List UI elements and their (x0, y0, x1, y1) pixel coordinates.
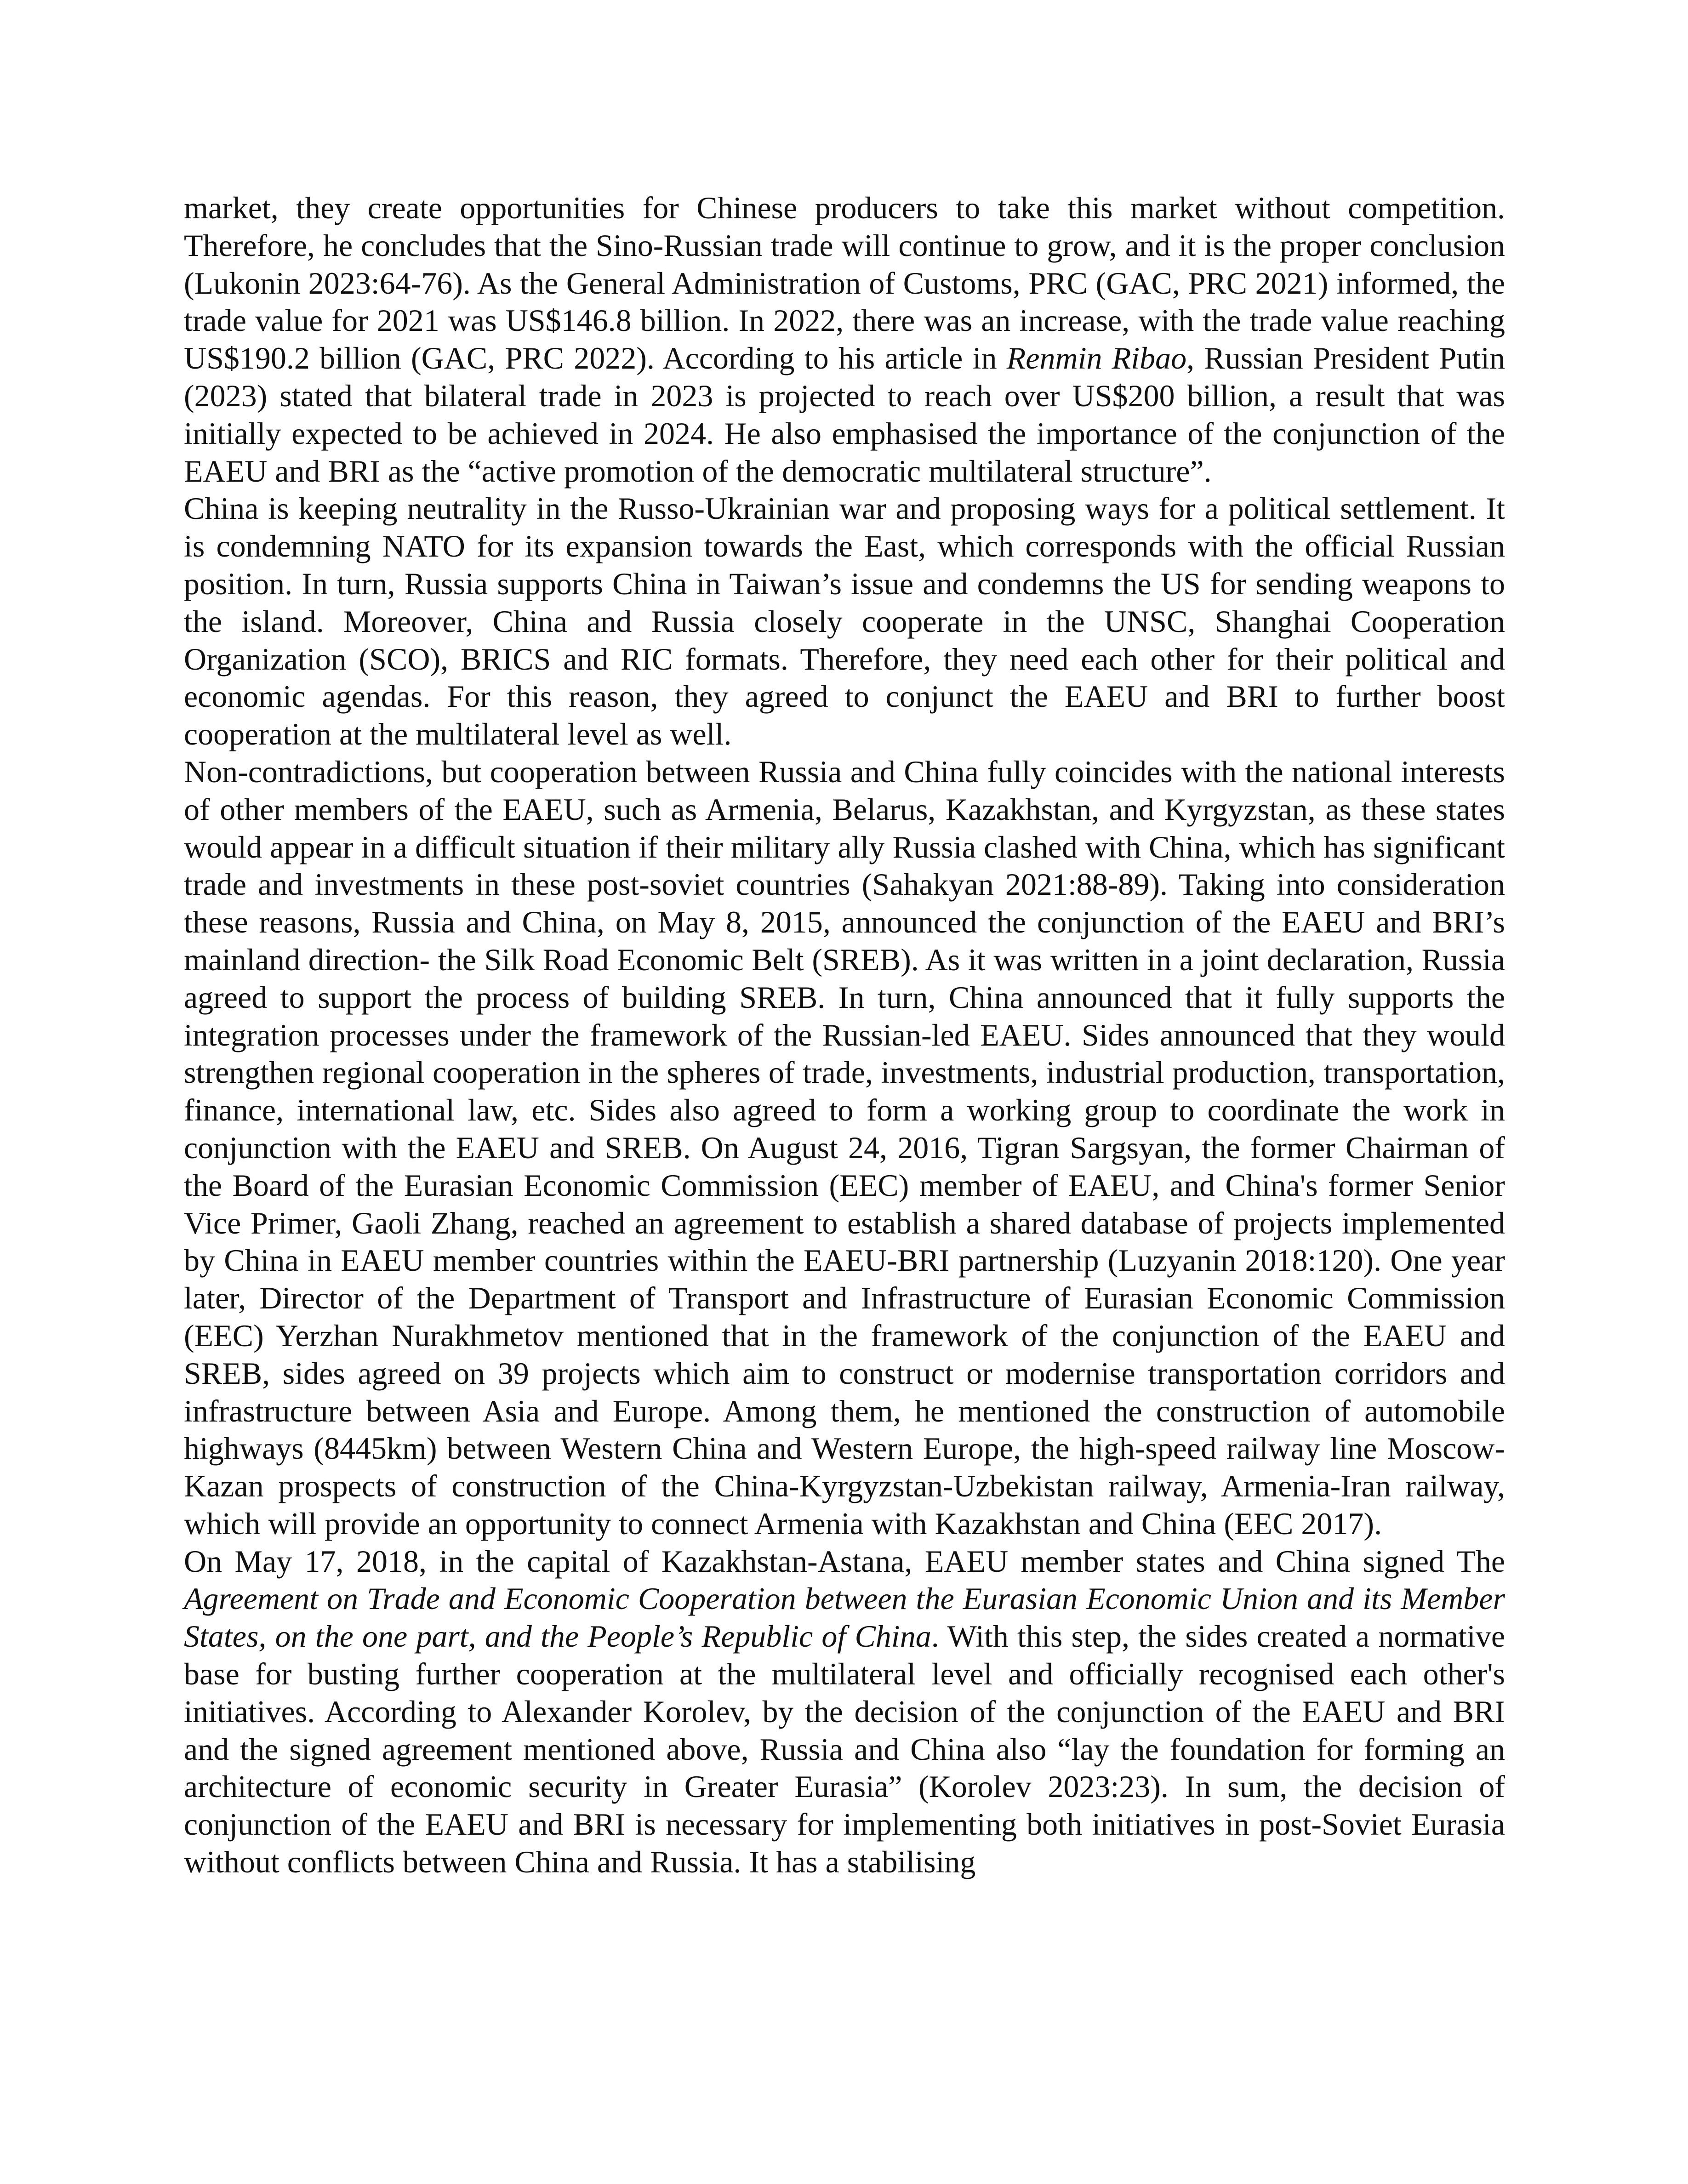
paragraph-china-neutrality (184, 490, 1505, 753)
italic-text-run: Agreement on Trade and Economic Cooperation between the Eurasian Economic Union and its Member States, on the one part, and the People’s Republic of China (184, 1581, 1505, 1654)
text-run: China is keeping neutrality in the Russo-Ukrainian war and proposing ways for a political settlement. It is condemning NATO for its expansion towards the East, which corresponds with the official Russian position. In turn, Russia supports China in Taiwan’s issue and condemns the US for sending weapons to the island. Moreover, China and Russia closely cooperate in the UNSC, Shanghai Cooperation Organization (SCO), BRICS and RIC formats. Therefore, they need each other for their political and economic agendas. For this reason, they agreed to conjunct the EAEU and BRI to further boost cooperation at the multilateral level as well. (184, 491, 1505, 752)
paragraph-trade-growth (184, 189, 1505, 490)
paragraph-eaeu-sreb-conjunction (184, 753, 1505, 1543)
text-run: market, they create opportunities for Chinese producers to take this market without competition. Therefore, he concludes that the Sino-Russian trade will continue to grow, and it is the proper conclusion (Lukonin 2023:64-76). As the General Administration of Customs, PRC (GAC, PRC 2021) informed, the trade value for 2021 was US$146.8 billion. In 2022, there was an increase, with the trade value reaching US$190.2 billion (GAC, PRC 2022). According to his article in (184, 190, 1505, 376)
text-run: , Russian President Putin (2023) stated that bilateral trade in 2023 is projected to reach over US$200 billion, a result that was initially expected to be achieved in 2024. He also emphasised the importance of the conjunction of the EAEU and BRI as the “active promotion of the democratic multilateral structure”. (184, 341, 1505, 489)
text-run: . With this step, the sides created a normative base for busting further cooperation at the multilateral level and officially recognised each other's initiatives. According to Alexander Korolev, by the decision of the conjunction of the EAEU and BRI and the signed agreement mentioned above, Russia and China also “lay the foundation for forming an architecture of economic security in Greater Eurasia” (Korolev 2023:23). In sum, the decision of conjunction of the EAEU and BRI is necessary for implementing both initiatives in post-Soviet Eurasia without conflicts between China and Russia. It has a stabilising (184, 1619, 1506, 1880)
text-run: Non-contradictions, but cooperation between Russia and China fully coincides with the national interests of other members of the EAEU, such as Armenia, Belarus, Kazakhstan, and Kyrgyzstan, as these states would appear in a difficult situation if their military ally Russia clashed with China, which has significant trade and investments in these post-soviet countries (Sahakyan 2021:88-89). Taking into consideration these reasons, Russia and China, on May 8, 2015, announced the conjunction of the EAEU and BRI’s mainland direction- the Silk Road Economic Belt (SREB). As it was written in a joint declaration, Russia agreed to support the process of building SREB. In turn, China announced that it fully supports the integration processes under the framework of the Russian-led EAEU. Sides announced that they would strengthen regional cooperation in the spheres of trade, investments, industrial production, transportation, finance, international law, etc. Sides also agreed to form a working group to coordinate the work in conjunction with the EAEU and SREB. On August 24, 2016, Tigran Sargsyan, the former Chairman of the Board of the Eurasian Economic Commission (EEC) member of EAEU, and China's former Senior Vice Primer, Gaoli Zhang, reached an agreement to establish a shared database of projects implemented by China in EAEU member countries within the EAEU-BRI partnership (Luzyanin 2018:120). One year later, Director of the Department of Transport and Infrastructure of Eurasian Economic Commission (EEC) Yerzhan Nurakhmetov mentioned that in the framework of the conjunction of the EAEU and SREB, sides agreed on 39 projects which aim to construct or modernise transportation corridors and infrastructure between Asia and Europe. Among them, he mentioned the construction of automobile highways (8445km) between Western China and Western Europe, the high-speed railway line Moscow-Kazan prospects of construction of the China-Kyrgyzstan-Uzbekistan railway, Armenia-Iran railway, which will provide an opportunity to connect Armenia with Kazakhstan and China (EEC 2017). (184, 754, 1505, 1541)
italic-text-run: Renmin Ribao (1006, 341, 1187, 376)
text-run: On May 17, 2018, in the capital of Kazakhstan-Astana, EAEU member states and China signed The (184, 1543, 1505, 1579)
document-page (184, 189, 1505, 1881)
paragraph-astana-agreement (184, 1543, 1505, 1881)
